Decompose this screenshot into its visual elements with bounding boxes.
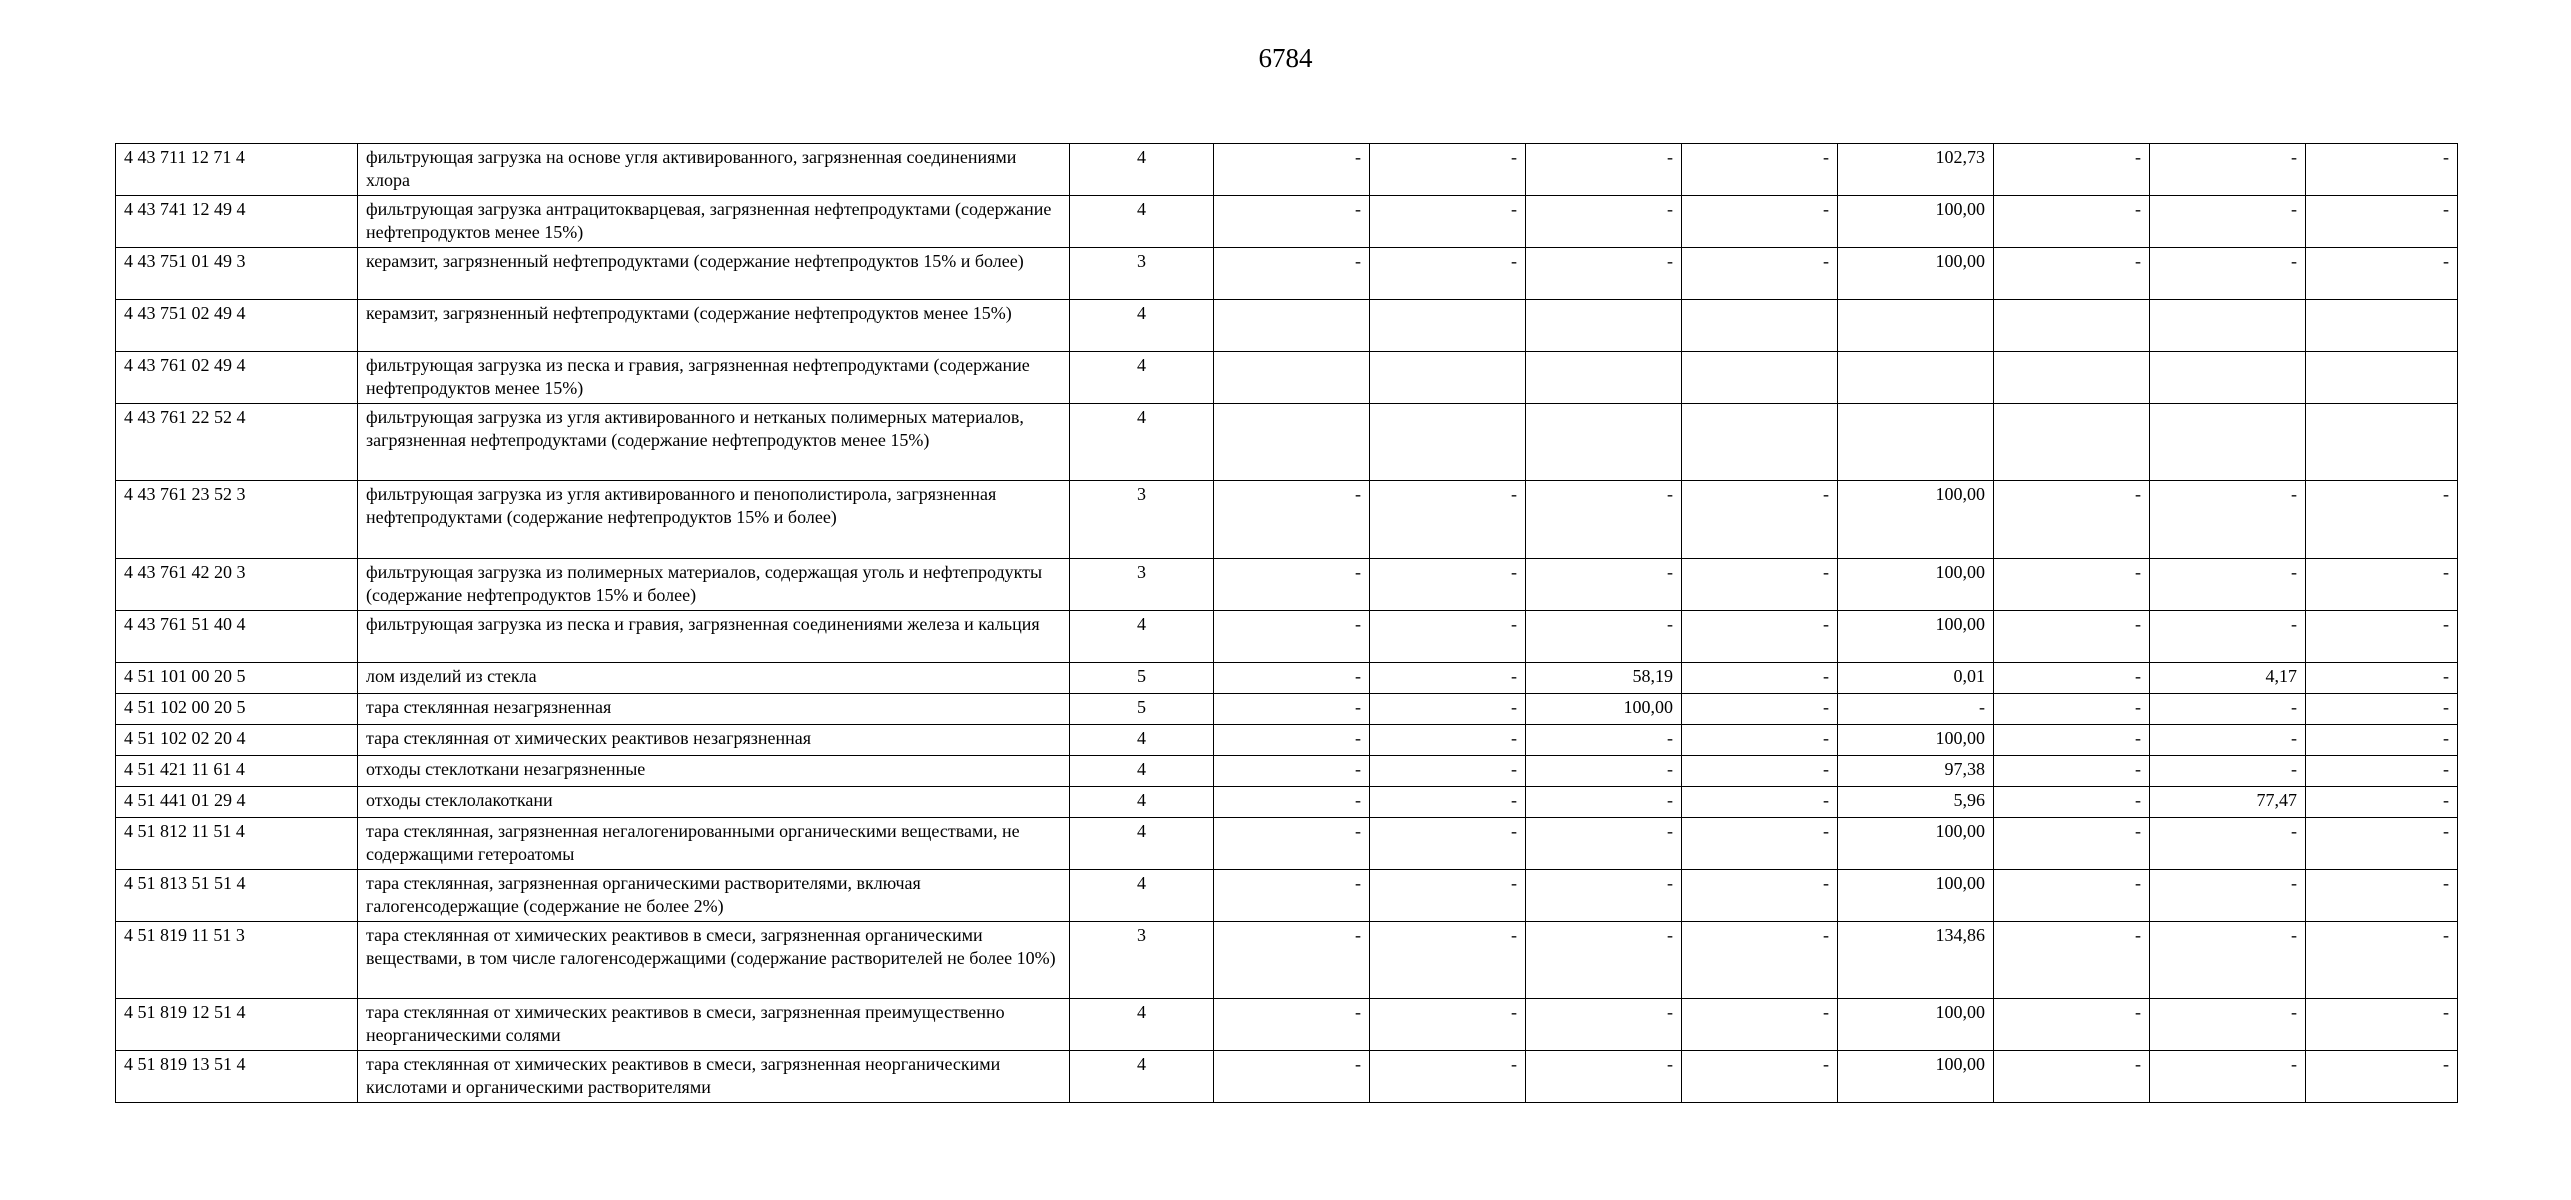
value-cell: 77,47 (2150, 787, 2306, 818)
value-cell: - (1682, 922, 1838, 999)
value-cell: - (1214, 818, 1370, 870)
waste-name-cell: тара стеклянная от химических реактивов в смеси, загрязненная неорганическими кислотами и органическими растворителями (358, 1051, 1070, 1103)
value-cell: - (1994, 559, 2150, 611)
value-cell: 100,00 (1838, 870, 1994, 922)
value-cell (1370, 404, 1526, 481)
value-cell: - (1214, 694, 1370, 725)
table-row (116, 818, 2458, 870)
value-cell: 100,00 (1838, 248, 1994, 300)
waste-name-cell: фильтрующая загрузка антрацитокварцевая, загрязненная нефтепродуктами (содержание нефтепродуктов менее 15%) (358, 196, 1070, 248)
value-cell (1526, 300, 1682, 352)
value-cell: - (1214, 559, 1370, 611)
value-cell (1838, 300, 1994, 352)
value-cell: - (1994, 922, 2150, 999)
value-cell: - (1682, 999, 1838, 1051)
value-cell: - (1682, 725, 1838, 756)
table-row (116, 999, 2458, 1051)
value-cell: - (1682, 196, 1838, 248)
value-cell: - (1370, 787, 1526, 818)
waste-code-cell: 4 43 751 01 49 3 (116, 248, 358, 300)
value-cell: - (1214, 1051, 1370, 1103)
waste-name-cell: лом изделий из стекла (358, 663, 1070, 694)
hazard-class-cell: 5 (1070, 694, 1214, 725)
table-row (116, 1051, 2458, 1103)
value-cell: - (2306, 481, 2458, 559)
value-cell: - (1526, 248, 1682, 300)
value-cell: 58,19 (1526, 663, 1682, 694)
value-cell: - (2150, 870, 2306, 922)
value-cell: - (1682, 663, 1838, 694)
value-cell: - (1370, 144, 1526, 196)
waste-name-cell: тара стеклянная от химических реактивов незагрязненная (358, 725, 1070, 756)
value-cell: - (1526, 922, 1682, 999)
value-cell: - (1370, 725, 1526, 756)
value-cell: - (1526, 611, 1682, 663)
waste-name-cell: фильтрующая загрузка из полимерных материалов, содержащая уголь и нефтепродукты (содержание нефтепродуктов 15% и более) (358, 559, 1070, 611)
value-cell (1838, 352, 1994, 404)
value-cell (1838, 404, 1994, 481)
value-cell (2306, 404, 2458, 481)
value-cell: - (1214, 922, 1370, 999)
waste-code-cell: 4 43 761 22 52 4 (116, 404, 358, 481)
value-cell: - (2306, 144, 2458, 196)
value-cell: - (1214, 248, 1370, 300)
value-cell: - (2150, 611, 2306, 663)
value-cell (1994, 300, 2150, 352)
value-cell: - (2150, 999, 2306, 1051)
hazard-class-cell: 4 (1070, 611, 1214, 663)
hazard-class-cell: 4 (1070, 1051, 1214, 1103)
table-row (116, 694, 2458, 725)
waste-code-cell: 4 51 102 02 20 4 (116, 725, 358, 756)
value-cell: - (1214, 725, 1370, 756)
value-cell: - (1214, 999, 1370, 1051)
table-row (116, 922, 2458, 999)
value-cell: - (1994, 611, 2150, 663)
hazard-class-cell: 4 (1070, 144, 1214, 196)
value-cell: - (1214, 787, 1370, 818)
value-cell (1214, 300, 1370, 352)
hazard-class-cell: 4 (1070, 818, 1214, 870)
value-cell: 0,01 (1838, 663, 1994, 694)
value-cell: - (2150, 559, 2306, 611)
value-cell: 100,00 (1526, 694, 1682, 725)
value-cell (1682, 300, 1838, 352)
value-cell: - (1994, 663, 2150, 694)
value-cell: - (2306, 756, 2458, 787)
hazard-class-cell: 4 (1070, 870, 1214, 922)
value-cell: - (1526, 481, 1682, 559)
value-cell: 134,86 (1838, 922, 1994, 999)
value-cell: - (1370, 481, 1526, 559)
value-cell: 100,00 (1838, 196, 1994, 248)
value-cell: - (1214, 611, 1370, 663)
value-cell: - (1994, 248, 2150, 300)
value-cell: - (2150, 248, 2306, 300)
hazard-class-cell: 4 (1070, 787, 1214, 818)
waste-code-cell: 4 43 761 42 20 3 (116, 559, 358, 611)
waste-code-cell: 4 51 421 11 61 4 (116, 756, 358, 787)
value-cell: - (2306, 725, 2458, 756)
value-cell (2150, 300, 2306, 352)
value-cell: 100,00 (1838, 999, 1994, 1051)
table-row (116, 559, 2458, 611)
value-cell (1370, 300, 1526, 352)
hazard-class-cell: 4 (1070, 999, 1214, 1051)
table-row (116, 663, 2458, 694)
value-cell: - (1838, 694, 1994, 725)
value-cell: - (1370, 248, 1526, 300)
table-row (116, 196, 2458, 248)
value-cell: - (1994, 196, 2150, 248)
value-cell: - (1526, 818, 1682, 870)
value-cell: - (1526, 999, 1682, 1051)
waste-data-table (115, 143, 2458, 1103)
value-cell: - (1370, 756, 1526, 787)
value-cell: - (1370, 559, 1526, 611)
page-number: 6784 (1258, 43, 1313, 73)
value-cell: 97,38 (1838, 756, 1994, 787)
value-cell (1526, 352, 1682, 404)
waste-name-cell: отходы стеклоткани незагрязненные (358, 756, 1070, 787)
hazard-class-cell: 4 (1070, 725, 1214, 756)
waste-code-cell: 4 51 102 00 20 5 (116, 694, 358, 725)
hazard-class-cell: 4 (1070, 756, 1214, 787)
value-cell: - (2306, 559, 2458, 611)
value-cell: - (1526, 559, 1682, 611)
waste-code-cell: 4 51 813 51 51 4 (116, 870, 358, 922)
value-cell: - (1682, 787, 1838, 818)
value-cell: - (1370, 611, 1526, 663)
value-cell: - (1994, 870, 2150, 922)
value-cell: - (2150, 725, 2306, 756)
value-cell: - (1994, 694, 2150, 725)
waste-name-cell: тара стеклянная незагрязненная (358, 694, 1070, 725)
hazard-class-cell: 3 (1070, 559, 1214, 611)
hazard-class-cell: 3 (1070, 922, 1214, 999)
value-cell: - (1370, 196, 1526, 248)
value-cell: - (1370, 922, 1526, 999)
value-cell (1214, 404, 1370, 481)
table-row (116, 144, 2458, 196)
value-cell: - (1526, 787, 1682, 818)
table-row (116, 756, 2458, 787)
table-row (116, 787, 2458, 818)
value-cell: - (1214, 144, 1370, 196)
value-cell: - (1682, 870, 1838, 922)
value-cell (1682, 404, 1838, 481)
value-cell: - (1370, 818, 1526, 870)
waste-code-cell: 4 51 812 11 51 4 (116, 818, 358, 870)
waste-code-cell: 4 43 711 12 71 4 (116, 144, 358, 196)
table-row (116, 300, 2458, 352)
value-cell: - (1994, 481, 2150, 559)
hazard-class-cell: 5 (1070, 663, 1214, 694)
value-cell: 100,00 (1838, 611, 1994, 663)
value-cell: - (2306, 248, 2458, 300)
value-cell: - (1526, 196, 1682, 248)
table-row (116, 352, 2458, 404)
value-cell: - (1214, 870, 1370, 922)
value-cell (1682, 352, 1838, 404)
table-row (116, 725, 2458, 756)
table-row (116, 611, 2458, 663)
value-cell: 100,00 (1838, 725, 1994, 756)
value-cell: - (2306, 611, 2458, 663)
waste-code-cell: 4 51 819 13 51 4 (116, 1051, 358, 1103)
value-cell: 100,00 (1838, 481, 1994, 559)
value-cell: - (2150, 1051, 2306, 1103)
value-cell: - (1370, 870, 1526, 922)
value-cell: 100,00 (1838, 1051, 1994, 1103)
waste-name-cell: керамзит, загрязненный нефтепродуктами (содержание нефтепродуктов 15% и более) (358, 248, 1070, 300)
value-cell: - (1370, 694, 1526, 725)
value-cell: - (2150, 818, 2306, 870)
value-cell: - (1214, 756, 1370, 787)
value-cell: - (1214, 481, 1370, 559)
value-cell: - (1370, 1051, 1526, 1103)
value-cell (1526, 404, 1682, 481)
value-cell: - (1526, 725, 1682, 756)
waste-code-cell: 4 51 819 11 51 3 (116, 922, 358, 999)
value-cell: - (2306, 663, 2458, 694)
value-cell: - (2306, 870, 2458, 922)
value-cell: - (2306, 922, 2458, 999)
hazard-class-cell: 4 (1070, 196, 1214, 248)
value-cell: - (1526, 870, 1682, 922)
value-cell: - (2306, 787, 2458, 818)
table-row (116, 248, 2458, 300)
value-cell: - (1994, 787, 2150, 818)
value-cell: - (1370, 999, 1526, 1051)
value-cell: - (1994, 999, 2150, 1051)
value-cell: - (1682, 756, 1838, 787)
value-cell: - (2306, 818, 2458, 870)
hazard-class-cell: 3 (1070, 481, 1214, 559)
value-cell: - (1682, 481, 1838, 559)
value-cell: - (2150, 144, 2306, 196)
hazard-class-cell: 4 (1070, 300, 1214, 352)
value-cell: - (1682, 1051, 1838, 1103)
value-cell: - (2306, 1051, 2458, 1103)
value-cell: - (1682, 559, 1838, 611)
value-cell: - (2150, 756, 2306, 787)
value-cell (1214, 352, 1370, 404)
waste-name-cell: отходы стеклолакоткани (358, 787, 1070, 818)
waste-name-cell: фильтрующая загрузка из песка и гравия, загрязненная соединениями железа и кальция (358, 611, 1070, 663)
waste-name-cell: фильтрующая загрузка из угля активированного и пенополистирола, загрязненная нефтепродуктами (содержание нефтепродуктов 15% и более) (358, 481, 1070, 559)
value-cell: 102,73 (1838, 144, 1994, 196)
value-cell (2306, 352, 2458, 404)
value-cell: - (1682, 818, 1838, 870)
waste-code-cell: 4 43 761 02 49 4 (116, 352, 358, 404)
value-cell: - (1994, 756, 2150, 787)
value-cell: - (2150, 922, 2306, 999)
table-row (116, 481, 2458, 559)
value-cell: 4,17 (2150, 663, 2306, 694)
waste-code-cell: 4 43 761 23 52 3 (116, 481, 358, 559)
value-cell: - (1682, 611, 1838, 663)
hazard-class-cell: 3 (1070, 248, 1214, 300)
value-cell: - (1682, 248, 1838, 300)
value-cell: - (1214, 196, 1370, 248)
value-cell: 100,00 (1838, 559, 1994, 611)
waste-name-cell: тара стеклянная от химических реактивов в смеси, загрязненная преимущественно неорганическими солями (358, 999, 1070, 1051)
value-cell: - (2306, 196, 2458, 248)
waste-name-cell: тара стеклянная, загрязненная органическими растворителями, включая галогенсодержащие (содержание не более 2%) (358, 870, 1070, 922)
value-cell: - (1682, 144, 1838, 196)
value-cell (2150, 404, 2306, 481)
hazard-class-cell: 4 (1070, 352, 1214, 404)
waste-code-cell: 4 51 819 12 51 4 (116, 999, 358, 1051)
table-row (116, 870, 2458, 922)
value-cell: - (1526, 1051, 1682, 1103)
value-cell: - (2150, 481, 2306, 559)
table-body (116, 144, 2458, 1103)
value-cell: - (1994, 144, 2150, 196)
waste-code-cell: 4 43 761 51 40 4 (116, 611, 358, 663)
value-cell: - (2306, 694, 2458, 725)
waste-name-cell: фильтрующая загрузка из угля активированного и нетканых полимерных материалов, загрязненная нефтепродуктами (содержание нефтепродуктов менее 15%) (358, 404, 1070, 481)
value-cell: - (1682, 694, 1838, 725)
value-cell: - (1994, 725, 2150, 756)
waste-code-cell: 4 51 101 00 20 5 (116, 663, 358, 694)
value-cell: - (2150, 196, 2306, 248)
waste-code-cell: 4 43 741 12 49 4 (116, 196, 358, 248)
value-cell (1994, 352, 2150, 404)
waste-code-cell: 4 51 441 01 29 4 (116, 787, 358, 818)
value-cell (2150, 352, 2306, 404)
waste-code-cell: 4 43 751 02 49 4 (116, 300, 358, 352)
value-cell: 100,00 (1838, 818, 1994, 870)
hazard-class-cell: 4 (1070, 404, 1214, 481)
value-cell (1994, 404, 2150, 481)
table-row (116, 404, 2458, 481)
value-cell: - (2150, 694, 2306, 725)
waste-name-cell: тара стеклянная от химических реактивов в смеси, загрязненная органическими веществами, в том числе галогенсодержащими (содержание растворителей не более 10%) (358, 922, 1070, 999)
value-cell: - (2306, 999, 2458, 1051)
value-cell: - (1526, 756, 1682, 787)
value-cell: - (1370, 663, 1526, 694)
value-cell: - (1994, 1051, 2150, 1103)
value-cell: 5,96 (1838, 787, 1994, 818)
value-cell (2306, 300, 2458, 352)
value-cell (1370, 352, 1526, 404)
waste-name-cell: фильтрующая загрузка из песка и гравия, загрязненная нефтепродуктами (содержание нефтепродуктов менее 15%) (358, 352, 1070, 404)
waste-name-cell: фильтрующая загрузка на основе угля активированного, загрязненная соединениями хлора (358, 144, 1070, 196)
waste-name-cell: керамзит, загрязненный нефтепродуктами (содержание нефтепродуктов менее 15%) (358, 300, 1070, 352)
waste-name-cell: тара стеклянная, загрязненная негалогенированными органическими веществами, не содержащими гетероатомы (358, 818, 1070, 870)
value-cell: - (1214, 663, 1370, 694)
value-cell: - (1994, 818, 2150, 870)
value-cell: - (1526, 144, 1682, 196)
